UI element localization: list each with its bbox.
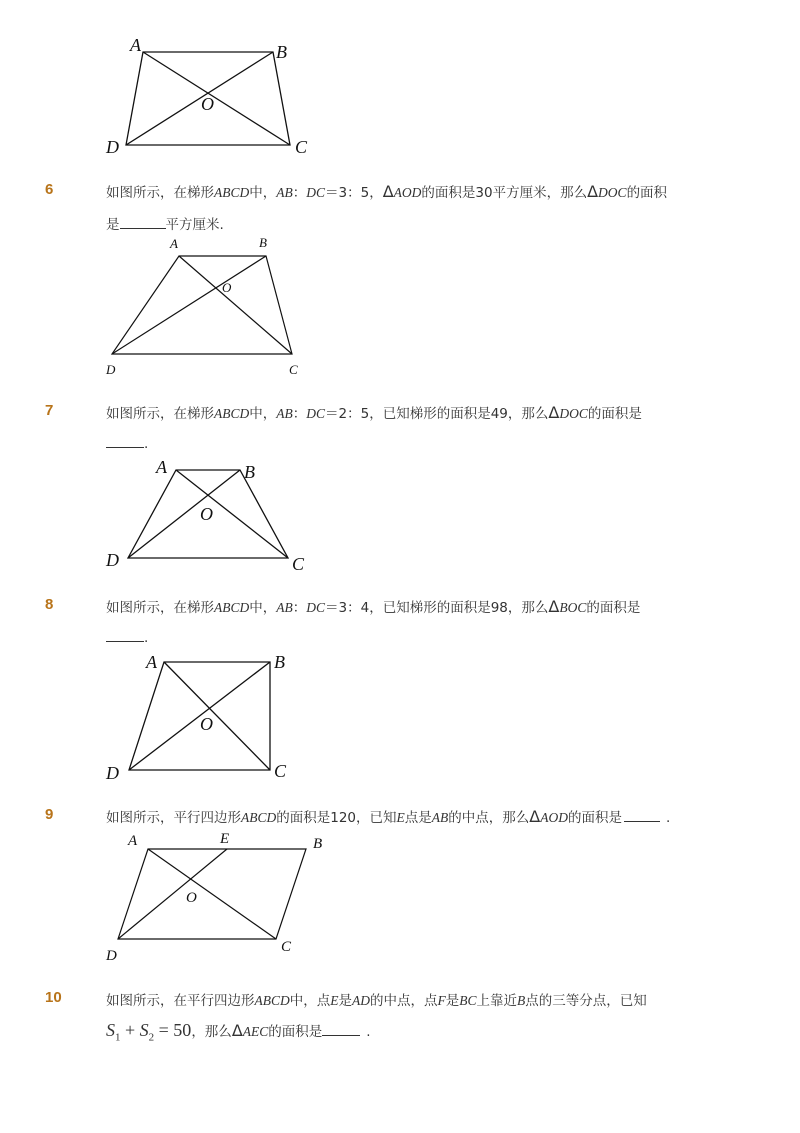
text-run: 中， — [249, 406, 277, 422]
vertex-label-b: B — [313, 836, 323, 852]
triangle-symbol: Δ — [382, 182, 394, 201]
vertex-label-o: O — [201, 94, 214, 114]
text-run: 点的三等分点，已知 — [525, 993, 647, 1009]
vertex-label-b: B — [259, 235, 267, 250]
vertex-label-c: C — [295, 137, 308, 157]
vertex-label-d: D — [106, 550, 119, 570]
vertex-label-o: O — [186, 890, 197, 906]
text-run: 是 — [445, 993, 460, 1009]
text-run: 上靠近 — [476, 993, 518, 1009]
vertex-label-a: A — [128, 833, 138, 849]
math-expression: $S_1 + S_2 = 50$ — [106, 1020, 192, 1044]
triangle-symbol: Δ — [231, 1021, 243, 1040]
vertex-label-b: B — [276, 42, 287, 62]
problem-10-text — [106, 989, 647, 1009]
problem-number-9: 9 — [45, 806, 54, 823]
math-variable: ABCD — [214, 406, 250, 421]
triangle-symbol: Δ — [529, 807, 541, 826]
text-run: 的面积是 — [567, 810, 622, 826]
text-run: ： — [292, 185, 307, 201]
math-variable: AB — [431, 810, 449, 825]
math-variable: E — [330, 993, 339, 1008]
math-variable: AD — [352, 993, 370, 1008]
math-variable: ABCD — [254, 993, 290, 1008]
problem-number-10: 10 — [45, 989, 62, 1006]
problem-number-6: 6 — [45, 181, 54, 198]
text-run: 中，点 — [289, 993, 331, 1009]
vertex-label-o: O — [222, 280, 232, 295]
text-run: 的面积是 — [587, 406, 642, 422]
math-variable: DOC — [559, 406, 588, 421]
text-run: 中， — [249, 600, 277, 616]
vertex-label-e: E — [220, 831, 230, 847]
text-run: 的面积 — [626, 185, 668, 201]
text-run: 如图所示，在平行四边形 — [106, 993, 255, 1009]
problem-10-answer-line — [106, 1020, 371, 1044]
math-variable: BOC — [559, 600, 587, 615]
problem-10-period: . — [366, 1024, 371, 1040]
math-variable: BC — [459, 993, 477, 1008]
math-variable: AOD — [393, 185, 422, 200]
text-run: 中， — [249, 185, 277, 201]
vertex-label-b: B — [244, 462, 255, 482]
vertex-label-a: A — [170, 236, 178, 251]
text-run: 是 — [338, 993, 352, 1009]
vertex-label-d: D — [106, 362, 116, 377]
vertex-label-d: D — [106, 948, 117, 964]
text-run: 的面积是30平方厘米，那么 — [421, 185, 588, 201]
vertex-label-b: B — [274, 652, 285, 672]
problem-10-text-tail: 的面积是 — [268, 1024, 323, 1040]
problem-number-7: 7 — [45, 402, 54, 419]
text-run: ： — [292, 406, 307, 422]
vertex-label-c: C — [292, 554, 305, 574]
vertex-label-c: C — [281, 939, 292, 955]
text-run: 的面积是120，已知 — [276, 810, 397, 826]
text-run: ： — [292, 600, 307, 616]
math-variable: AB — [276, 185, 293, 200]
math-variable: AB — [276, 600, 293, 615]
text-run: 的中点，那么 — [448, 810, 530, 826]
math-variable: DC — [306, 406, 326, 421]
problem-9-period: . — [665, 810, 671, 826]
math-variable: DOC — [598, 185, 627, 200]
answer-blank[interactable] — [322, 1023, 360, 1036]
math-variable: F — [437, 993, 446, 1008]
vertex-label-a: A — [130, 35, 141, 55]
vertex-label-d: D — [106, 137, 119, 157]
vertex-label-a: A — [146, 652, 157, 672]
math-variable: DC — [306, 600, 326, 615]
text-run: ＝3：4，已知梯形的面积是98，那么 — [325, 600, 549, 616]
math-variable: AOD — [540, 810, 568, 825]
vertex-label-o: O — [200, 504, 213, 524]
vertex-label-o: O — [200, 714, 213, 734]
vertex-label-c: C — [289, 362, 298, 377]
text-run: 的中点，点 — [370, 993, 438, 1009]
text-run: 如图所示，在梯形 — [106, 600, 214, 616]
problem-10-text-mid: ，那么 — [191, 1024, 232, 1040]
triangle-name: AEC — [242, 1024, 269, 1039]
triangle-symbol: Δ — [548, 403, 560, 422]
text-run: 如图所示，在梯形 — [106, 185, 214, 201]
problem-7-period: . — [144, 436, 149, 452]
math-variable: ABCD — [214, 185, 250, 200]
problem-number-8: 8 — [45, 596, 54, 613]
math-variable: ABCD — [241, 810, 277, 825]
vertex-label-c: C — [274, 761, 287, 781]
problem-8-period: . — [144, 630, 149, 646]
text-run: 如图所示，在梯形 — [106, 406, 214, 422]
math-variable: DC — [306, 185, 326, 200]
problem-6-text-prefix: 是 — [106, 217, 120, 233]
math-variable: AB — [276, 406, 293, 421]
math-variable: ABCD — [214, 600, 250, 615]
triangle-symbol: Δ — [587, 182, 599, 201]
text-run: 点是 — [404, 810, 432, 826]
text-run: 如图所示，平行四边形 — [106, 810, 241, 826]
problem-6-unit: 平方厘米. — [165, 217, 224, 233]
triangle-symbol: Δ — [548, 597, 560, 616]
math-variable: E — [396, 810, 405, 825]
text-run: ＝2：5，已知梯形的面积是49，那么 — [325, 406, 549, 422]
vertex-label-a: A — [156, 457, 167, 477]
vertex-label-d: D — [106, 763, 119, 783]
text-run: ＝3：5， — [325, 185, 383, 201]
math-variable: B — [517, 993, 526, 1008]
text-run: 的面积是 — [586, 600, 641, 616]
